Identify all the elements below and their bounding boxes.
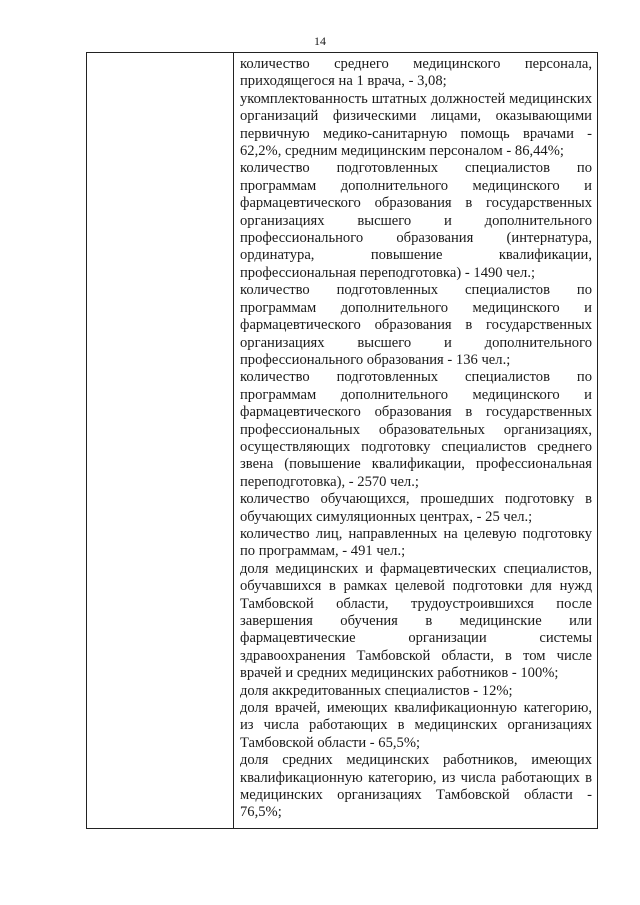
indicator-paragraph: укомплектованность штатных должностей медицинских организаций физическими лицами, оказывающими первичную медико-санитарную помощь врачами - 62,2%, средним медицинским персоналом - 86,44%; bbox=[240, 90, 592, 160]
indicator-paragraph: количество подготовленных специалистов по программам дополнительного медицинского и фармацевтического образования в государственных организациях высшего и дополнительного профессионального образования - 136 чел.; bbox=[240, 282, 592, 368]
indicator-paragraph: доля средних медицинских работников, имеющих квалификационную категорию, из числа работающих в медицинских организациях Тамбовской области - 76,5%; bbox=[240, 752, 592, 821]
indicator-paragraph: доля врачей, имеющих квалификационную категорию, из числа работающих в медицинских организациях Тамбовской области - 65,5%; bbox=[240, 700, 592, 751]
indicators-cell bbox=[240, 56, 592, 822]
indicator-paragraph: доля аккредитованных специалистов - 12%; bbox=[240, 682, 513, 699]
indicator-paragraph: количество подготовленных специалистов по программам дополнительного медицинского и фармацевтического образования в государственных профессиональных образовательных организациях, осуществляющих подготовку специалистов среднего звена (повышение квалификации, профессиональная переподготовка), - 2570 чел.; bbox=[240, 369, 592, 490]
indicator-table bbox=[86, 52, 598, 829]
indicator-paragraph: количество обучающихся, прошедших подготовку в обучающих симуляционных центрах, - 25 чел.; bbox=[240, 491, 592, 525]
indicator-paragraph: доля медицинских и фармацевтических специалистов, обучавшихся в рамках целевой подготовки для нужд Тамбовской области, трудоустроившихся после завершения обучения в медицинские или фармацевтические организации системы здравоохранения Тамбовской области, в том числе врачей и средних медицинских работников - 100%; bbox=[240, 560, 592, 682]
indicator-paragraph: количество среднего медицинского персонала, приходящегося на 1 врача, - 3,08; bbox=[240, 56, 592, 90]
table-cell-empty bbox=[87, 53, 233, 828]
indicator-paragraph: количество лиц, направленных на целевую подготовку по программам, - 491 чел.; bbox=[240, 525, 592, 560]
page-number: 14 bbox=[314, 34, 326, 48]
column-divider bbox=[233, 53, 234, 828]
indicator-paragraph: количество подготовленных специалистов по программам дополнительного медицинского и фармацевтического образования в государственных организациях высшего и дополнительного профессионального образования (интернатура, ординатура, повышение квалификации, профессиональная переподготовка) - 1490 чел.; bbox=[240, 160, 592, 281]
